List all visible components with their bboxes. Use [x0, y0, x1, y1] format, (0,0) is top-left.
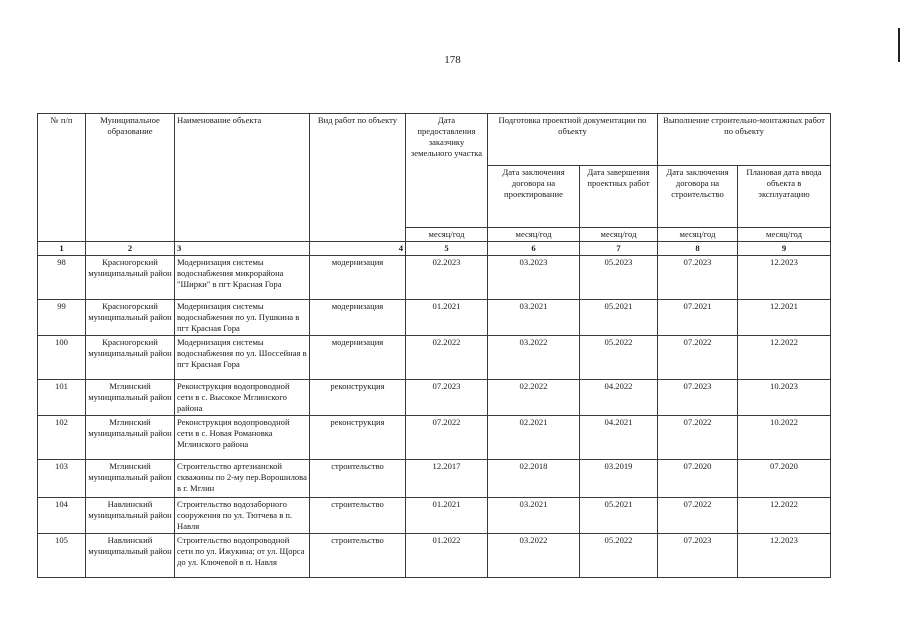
table-row — [38, 380, 831, 416]
row-num-cell: 98 — [38, 256, 86, 300]
column-number: 2 — [86, 242, 175, 256]
row-municipality-cell: Красногорский муниципальный район — [86, 300, 175, 336]
row-object-cell: Модернизация системы водоснабжения по ул. Пушкина в пгт Красная Гора — [175, 300, 310, 336]
row-object-cell: Строительство артезианской скважины по 2-му пер.Ворошилова в г. Мглин — [175, 460, 310, 498]
header-design-group: Подготовка проектной документации по объекту — [488, 114, 658, 166]
row-num-cell: 103 — [38, 460, 86, 498]
row-design-completion-date-cell: 05.2022 — [580, 336, 658, 380]
table-row — [38, 336, 831, 380]
row-construction-contract-date-cell: 07.2023 — [658, 534, 738, 578]
header-municipality: Муниципальное образование — [86, 114, 175, 242]
header-design-contract-date: Дата заключения договора на проектирование — [488, 166, 580, 228]
row-municipality-cell: Красногорский муниципальный район — [86, 256, 175, 300]
row-design-contract-date-cell: 02.2021 — [488, 416, 580, 460]
row-land-date-cell: 07.2023 — [406, 380, 488, 416]
column-number: 3 — [175, 242, 310, 256]
header-construction-contract-date: Дата заключения договора на строительство — [658, 166, 738, 228]
row-object-cell: Реконструкция водопроводной сети в с. Высокое Мглинского района — [175, 380, 310, 416]
row-work-type-cell: реконструкция — [310, 416, 406, 460]
unit-label: месяц/год — [658, 228, 738, 242]
row-municipality-cell: Мглинский муниципальный район — [86, 460, 175, 498]
row-work-type-cell: реконструкция — [310, 380, 406, 416]
row-design-completion-date-cell: 05.2021 — [580, 498, 658, 534]
unit-label: месяц/год — [488, 228, 580, 242]
row-municipality-cell: Красногорский муниципальный район — [86, 336, 175, 380]
row-design-contract-date-cell: 02.2018 — [488, 460, 580, 498]
row-work-type-cell: модернизация — [310, 336, 406, 380]
column-number: 5 — [406, 242, 488, 256]
row-municipality-cell: Мглинский муниципальный район — [86, 380, 175, 416]
row-design-contract-date-cell: 03.2022 — [488, 534, 580, 578]
row-municipality-cell: Навлинский муниципальный район — [86, 534, 175, 578]
header-planned-commissioning-date: Плановая дата ввода объекта в эксплуатацию — [738, 166, 831, 228]
row-design-contract-date-cell: 02.2022 — [488, 380, 580, 416]
row-design-completion-date-cell: 05.2023 — [580, 256, 658, 300]
row-land-date-cell: 01.2022 — [406, 534, 488, 578]
header-construction-group: Выполнение строительно-монтажных работ по объекту — [658, 114, 831, 166]
row-work-type-cell: модернизация — [310, 256, 406, 300]
table-row — [38, 534, 831, 578]
column-number: 7 — [580, 242, 658, 256]
column-number: 8 — [658, 242, 738, 256]
objects-table — [37, 113, 831, 578]
row-object-cell: Строительство водопроводной сети по ул. Ижукина; от ул. Щорса до ул. Ключевой в п. Навля — [175, 534, 310, 578]
row-construction-contract-date-cell: 07.2023 — [658, 256, 738, 300]
row-construction-contract-date-cell: 07.2022 — [658, 498, 738, 534]
row-design-contract-date-cell: 03.2021 — [488, 498, 580, 534]
row-planned-commissioning-date-cell: 12.2023 — [738, 534, 831, 578]
unit-label: месяц/год — [738, 228, 831, 242]
row-planned-commissioning-date-cell: 10.2023 — [738, 380, 831, 416]
row-land-date-cell: 07.2022 — [406, 416, 488, 460]
table-row — [38, 256, 831, 300]
row-num-cell: 105 — [38, 534, 86, 578]
table-row — [38, 460, 831, 498]
row-work-type-cell: строительство — [310, 460, 406, 498]
row-work-type-cell: строительство — [310, 534, 406, 578]
row-construction-contract-date-cell: 07.2022 — [658, 336, 738, 380]
table-row — [38, 300, 831, 336]
row-num-cell: 100 — [38, 336, 86, 380]
row-construction-contract-date-cell: 07.2020 — [658, 460, 738, 498]
column-number: 1 — [38, 242, 86, 256]
row-planned-commissioning-date-cell: 12.2022 — [738, 336, 831, 380]
row-land-date-cell: 01.2021 — [406, 300, 488, 336]
row-object-cell: Модернизация системы водоснабжения по ул. Шоссейная в пгт Красная Гора — [175, 336, 310, 380]
row-work-type-cell: строительство — [310, 498, 406, 534]
row-land-date-cell: 02.2022 — [406, 336, 488, 380]
row-num-cell: 104 — [38, 498, 86, 534]
row-design-contract-date-cell: 03.2021 — [488, 300, 580, 336]
row-planned-commissioning-date-cell: 12.2022 — [738, 498, 831, 534]
row-planned-commissioning-date-cell: 07.2020 — [738, 460, 831, 498]
row-object-cell: Модернизация системы водоснабжения микрорайона "Ширки" в пгт Красная Гора — [175, 256, 310, 300]
row-construction-contract-date-cell: 07.2022 — [658, 416, 738, 460]
header-num: № п/п — [38, 114, 86, 242]
unit-label: месяц/год — [580, 228, 658, 242]
row-municipality-cell: Навлинский муниципальный район — [86, 498, 175, 534]
row-design-completion-date-cell: 05.2022 — [580, 534, 658, 578]
row-planned-commissioning-date-cell: 12.2023 — [738, 256, 831, 300]
scan-edge-mark — [898, 28, 900, 62]
column-number: 9 — [738, 242, 831, 256]
header-land-date: Дата предоставления заказчику земельного участка — [406, 114, 488, 228]
row-work-type-cell: модернизация — [310, 300, 406, 336]
column-number: 6 — [488, 242, 580, 256]
row-design-contract-date-cell: 03.2023 — [488, 256, 580, 300]
row-land-date-cell: 02.2023 — [406, 256, 488, 300]
header-design-completion-date: Дата завершения проектных работ — [580, 166, 658, 228]
row-construction-contract-date-cell: 07.2023 — [658, 380, 738, 416]
header-work-type: Вид работ по объекту — [310, 114, 406, 242]
page-number: 178 — [444, 54, 461, 66]
row-design-completion-date-cell: 04.2022 — [580, 380, 658, 416]
row-municipality-cell: Мглинский муниципальный район — [86, 416, 175, 460]
row-design-contract-date-cell: 03.2022 — [488, 336, 580, 380]
row-land-date-cell: 01.2021 — [406, 498, 488, 534]
row-object-cell: Строительство водозаборного сооружения по ул. Тютчева в п. Навля — [175, 498, 310, 534]
unit-label: месяц/год — [406, 228, 488, 242]
row-construction-contract-date-cell: 07.2021 — [658, 300, 738, 336]
column-number: 4 — [310, 242, 406, 256]
header-object-name: Наименование объекта — [175, 114, 310, 242]
row-planned-commissioning-date-cell: 12.2021 — [738, 300, 831, 336]
table-row — [38, 498, 831, 534]
row-design-completion-date-cell: 05.2021 — [580, 300, 658, 336]
row-object-cell: Реконструкция водопроводной сети в с. Новая Романовка Мглинского района — [175, 416, 310, 460]
row-num-cell: 102 — [38, 416, 86, 460]
row-num-cell: 99 — [38, 300, 86, 336]
row-land-date-cell: 12.2017 — [406, 460, 488, 498]
row-design-completion-date-cell: 03.2019 — [580, 460, 658, 498]
table-row — [38, 416, 831, 460]
row-num-cell: 101 — [38, 380, 86, 416]
row-design-completion-date-cell: 04.2021 — [580, 416, 658, 460]
row-planned-commissioning-date-cell: 10.2022 — [738, 416, 831, 460]
